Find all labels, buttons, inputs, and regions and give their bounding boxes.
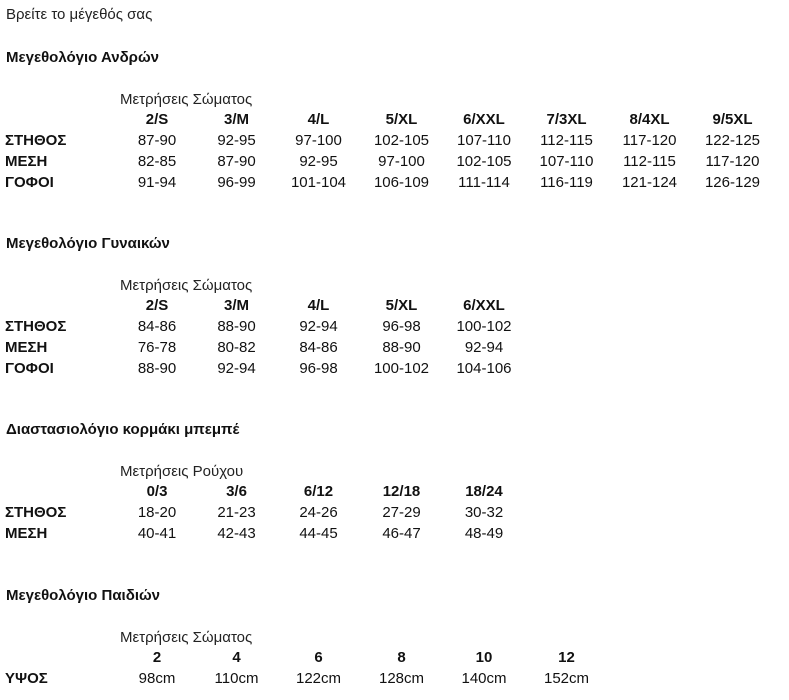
table-cell: 76-78 xyxy=(137,339,177,356)
table-cell: 107-110 xyxy=(457,132,511,149)
table-cell: 87-90 xyxy=(217,153,256,170)
column-header: 2/S xyxy=(145,297,169,314)
table-cell: 97-100 xyxy=(378,153,425,170)
table-cell: 121-124 xyxy=(621,174,678,191)
table-cell: 102-105 xyxy=(456,153,512,170)
table-cell: 117-120 xyxy=(622,132,677,149)
size-table xyxy=(5,647,608,689)
column-header: 4 xyxy=(232,649,241,666)
row-label: ΓΟΦΟΙ xyxy=(5,174,54,191)
table-cell: 88-90 xyxy=(382,339,421,356)
row-label: ΣΤΗΘΟΣ xyxy=(5,132,67,149)
size-table xyxy=(5,481,525,544)
column-header: 7/3XL xyxy=(546,111,587,128)
table-cell: 21-23 xyxy=(217,504,256,521)
table-row xyxy=(5,130,774,151)
table-cell: 82-85 xyxy=(137,153,177,170)
table-caption: Μετρήσεις Ρούχου xyxy=(120,463,244,480)
table-cell: 88-90 xyxy=(137,360,177,377)
table-cell: 96-98 xyxy=(382,318,421,335)
table-cell: 30-32 xyxy=(464,504,504,521)
table-cell: 100-102 xyxy=(373,360,430,377)
table-row xyxy=(5,523,525,544)
column-header: 5/XL xyxy=(385,111,418,128)
table-cell: 84-86 xyxy=(299,339,338,356)
table-caption: Μετρήσεις Σώματος xyxy=(120,277,253,294)
section-title: Μεγεθολόγιο Παιδιών xyxy=(6,587,161,604)
table-cell: 106-109 xyxy=(373,174,430,191)
table-cell: 92-94 xyxy=(464,339,504,356)
table-cell: 101-104 xyxy=(290,174,347,191)
row-label: ΥΨΟΣ xyxy=(5,670,48,687)
table-cell: 111-114 xyxy=(458,174,510,191)
column-header: 10 xyxy=(475,649,493,666)
table-cell: 152cm xyxy=(543,670,590,687)
table-cell: 122cm xyxy=(295,670,342,687)
table-cell: 110cm xyxy=(214,670,259,687)
corner-cell xyxy=(5,295,118,316)
table-cell: 27-29 xyxy=(382,504,421,521)
header-row xyxy=(5,647,608,668)
table-cell: 92-94 xyxy=(217,360,256,377)
table-cell: 102-105 xyxy=(373,132,430,149)
column-header: 6/12 xyxy=(303,483,334,500)
table-cell: 46-47 xyxy=(382,525,421,542)
table-cell: 112-115 xyxy=(540,132,593,149)
column-header: 2/S xyxy=(145,111,169,128)
column-header: 2 xyxy=(152,649,162,666)
row-label: ΓΟΦΟΙ xyxy=(5,360,54,377)
section-title: Μεγεθολόγιο Γυναικών xyxy=(6,235,170,252)
table-cell: 126-129 xyxy=(704,174,761,191)
page-title: Βρείτε το μέγεθός σας xyxy=(6,6,153,23)
row-label: ΜΕΣΗ xyxy=(5,153,48,170)
column-header: 5/XL xyxy=(385,297,418,314)
table-cell: 80-82 xyxy=(217,339,256,356)
section-title: Μεγεθολόγιο Ανδρών xyxy=(6,49,159,66)
column-header: 6/XXL xyxy=(463,111,505,128)
table-cell: 84-86 xyxy=(137,318,177,335)
table-cell: 116-119 xyxy=(540,174,593,191)
header-row xyxy=(5,481,525,502)
column-header: 0/3 xyxy=(146,483,168,500)
column-header: 6/XXL xyxy=(463,297,505,314)
table-row xyxy=(5,358,525,379)
table-cell: 87-90 xyxy=(137,132,177,149)
header-row xyxy=(5,295,525,316)
column-header: 18/24 xyxy=(465,483,503,500)
column-header: 6 xyxy=(314,649,323,666)
row-label: ΜΕΣΗ xyxy=(5,525,48,542)
table-row xyxy=(5,502,525,523)
column-header: 4/L xyxy=(307,111,330,128)
row-label: ΣΤΗΘΟΣ xyxy=(5,318,67,335)
corner-cell xyxy=(5,647,118,668)
column-header: 9/5XL xyxy=(712,111,753,128)
corner-cell xyxy=(5,109,118,130)
table-cell: 42-43 xyxy=(217,525,256,542)
table-cell: 24-26 xyxy=(299,504,338,521)
column-header: 4/L xyxy=(307,297,330,314)
table-cell: 18-20 xyxy=(137,504,177,521)
table-cell: 40-41 xyxy=(137,525,177,542)
table-row xyxy=(5,668,608,689)
row-label: ΣΤΗΘΟΣ xyxy=(5,504,67,521)
table-caption: Μετρήσεις Σώματος xyxy=(120,91,253,108)
table-cell: 104-106 xyxy=(456,360,512,377)
column-header: 3/6 xyxy=(226,483,247,500)
column-header: 12/18 xyxy=(382,483,421,500)
section-title: Διαστασιολόγιο κορμάκι μπεμπέ xyxy=(6,421,240,438)
table-cell: 44-45 xyxy=(299,525,338,542)
table-cell: 107-110 xyxy=(539,153,594,170)
table-cell: 97-100 xyxy=(295,132,342,149)
header-row xyxy=(5,109,774,130)
table-row xyxy=(5,151,774,172)
table-cell: 140cm xyxy=(461,670,507,687)
column-header: 3/M xyxy=(223,111,249,128)
table-cell: 91-94 xyxy=(137,174,177,191)
row-label: ΜΕΣΗ xyxy=(5,339,48,356)
table-cell: 96-99 xyxy=(217,174,256,191)
table-cell: 88-90 xyxy=(217,318,256,335)
table-cell: 122-125 xyxy=(704,132,761,149)
table-cell: 128cm xyxy=(378,670,425,687)
column-header: 8 xyxy=(397,649,406,666)
size-table xyxy=(5,295,525,379)
table-cell: 48-49 xyxy=(464,525,504,542)
column-header: 12 xyxy=(558,649,575,666)
table-cell: 117-120 xyxy=(705,153,760,170)
table-cell: 92-94 xyxy=(299,318,338,335)
column-header: 3/M xyxy=(223,297,249,314)
table-cell: 98cm xyxy=(138,670,176,687)
corner-cell xyxy=(5,481,118,502)
table-cell: 96-98 xyxy=(299,360,338,377)
size-table xyxy=(5,109,774,193)
table-row xyxy=(5,172,774,193)
table-cell: 92-95 xyxy=(217,132,256,149)
table-row xyxy=(5,316,525,337)
table-cell: 100-102 xyxy=(456,318,512,335)
table-row xyxy=(5,337,525,358)
column-header: 8/4XL xyxy=(629,111,670,128)
table-cell: 112-115 xyxy=(623,153,676,170)
table-caption: Μετρήσεις Σώματος xyxy=(120,629,253,646)
table-cell: 92-95 xyxy=(299,153,338,170)
